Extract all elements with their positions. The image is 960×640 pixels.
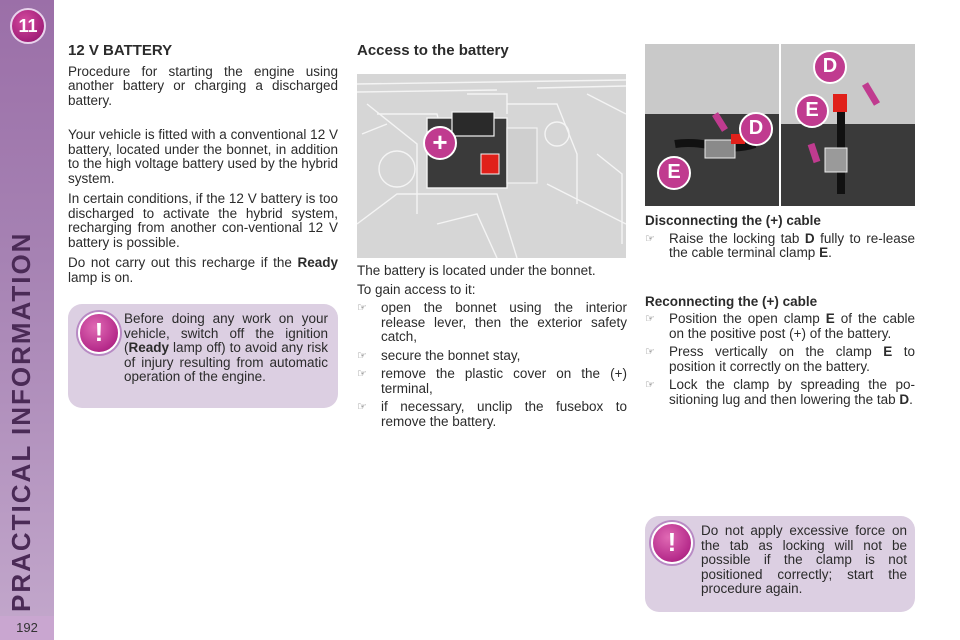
list-item: ☞ Lock the clamp by spreading the po-sitioning lug and then lowering the tab D. xyxy=(645,377,915,407)
list-item: ☞ remove the plastic cover on the (+) terminal, xyxy=(357,366,627,396)
paragraph-conventional-battery: Your vehicle is fitted with a conventional 12 V battery, located under the bonnet, in addition to the high voltage battery used by the hybrid system. xyxy=(68,127,338,186)
warning-text-ignition: Before doing any work on your vehicle, switch off the ignition (Ready lamp off) to avoid any risk of injury resulting from automatic operation of the engine. xyxy=(124,311,328,384)
label-e-right: E xyxy=(795,94,829,128)
list-item: ☞ open the bonnet using the interior release lever, then the exterior safety catch, xyxy=(357,300,627,344)
warning-box-ignition xyxy=(68,304,338,408)
label-d-right: D xyxy=(813,50,847,84)
warning-icon: ! xyxy=(78,312,120,354)
steps-lead: To gain access to it: xyxy=(357,281,476,297)
warning-text-excessive-force: Do not apply excessive force on the tab as locking will not be possible if the clamp is not positioned correctly; start the procedure again. xyxy=(701,523,907,596)
engine-bay-illustration xyxy=(357,74,626,258)
chapter-sidebar xyxy=(0,0,54,640)
paragraph-recharge-conditions: In certain conditions, if the 12 V battery is too discharged to activate the hybrid system, recharging from another con-ventional 12 V battery is possible. xyxy=(68,191,338,250)
column-cable-procedure xyxy=(645,214,915,411)
column-battery-intro xyxy=(68,44,338,291)
access-steps xyxy=(357,264,627,433)
list-item: ☞ Raise the locking tab D fully to re-lease the cable terminal clamp E. xyxy=(645,230,916,260)
battery-location-figure xyxy=(357,74,626,258)
terminal-clamp-figure xyxy=(645,44,915,206)
list-item: ☞ if necessary, unclip the fusebox to remove the battery. xyxy=(357,399,627,429)
intro-paragraph: Procedure for starting the engine using another battery or charging a discharged battery. xyxy=(68,63,338,108)
label-d-left: D xyxy=(739,112,773,146)
disconnect-steps xyxy=(645,232,915,261)
list-item: ☞ Position the open clamp E of the cable on the positive post (+) of the battery. xyxy=(645,311,915,341)
column-access-battery xyxy=(357,44,627,59)
access-heading: Access to the battery xyxy=(357,42,509,59)
disconnect-heading: Disconnecting the (+) cable xyxy=(645,213,821,228)
access-steps-list xyxy=(357,301,627,429)
warning-box-excessive-force xyxy=(645,516,915,612)
section-heading: 12 V BATTERY xyxy=(68,42,173,59)
list-item: ☞ secure the bonnet stay, xyxy=(357,347,521,363)
paragraph-ready-lamp: Do not carry out this recharge if the Ready lamp is on. xyxy=(68,255,338,285)
figure-caption: The battery is located under the bonnet. xyxy=(357,263,596,278)
reconnect-heading: Reconnecting the (+) cable xyxy=(645,293,818,309)
chapter-number-badge: 11 xyxy=(10,8,46,44)
warning-icon: ! xyxy=(651,522,693,564)
label-e-left: E xyxy=(657,156,691,190)
page-number: 192 xyxy=(0,616,54,640)
section-title: PRACTICAL INFORMATION xyxy=(6,231,36,612)
list-item: ☞ Press vertically on the clamp E to position it correctly on the battery. xyxy=(645,344,915,374)
plus-terminal-marker: + xyxy=(423,126,457,160)
reconnect-steps xyxy=(645,312,915,407)
